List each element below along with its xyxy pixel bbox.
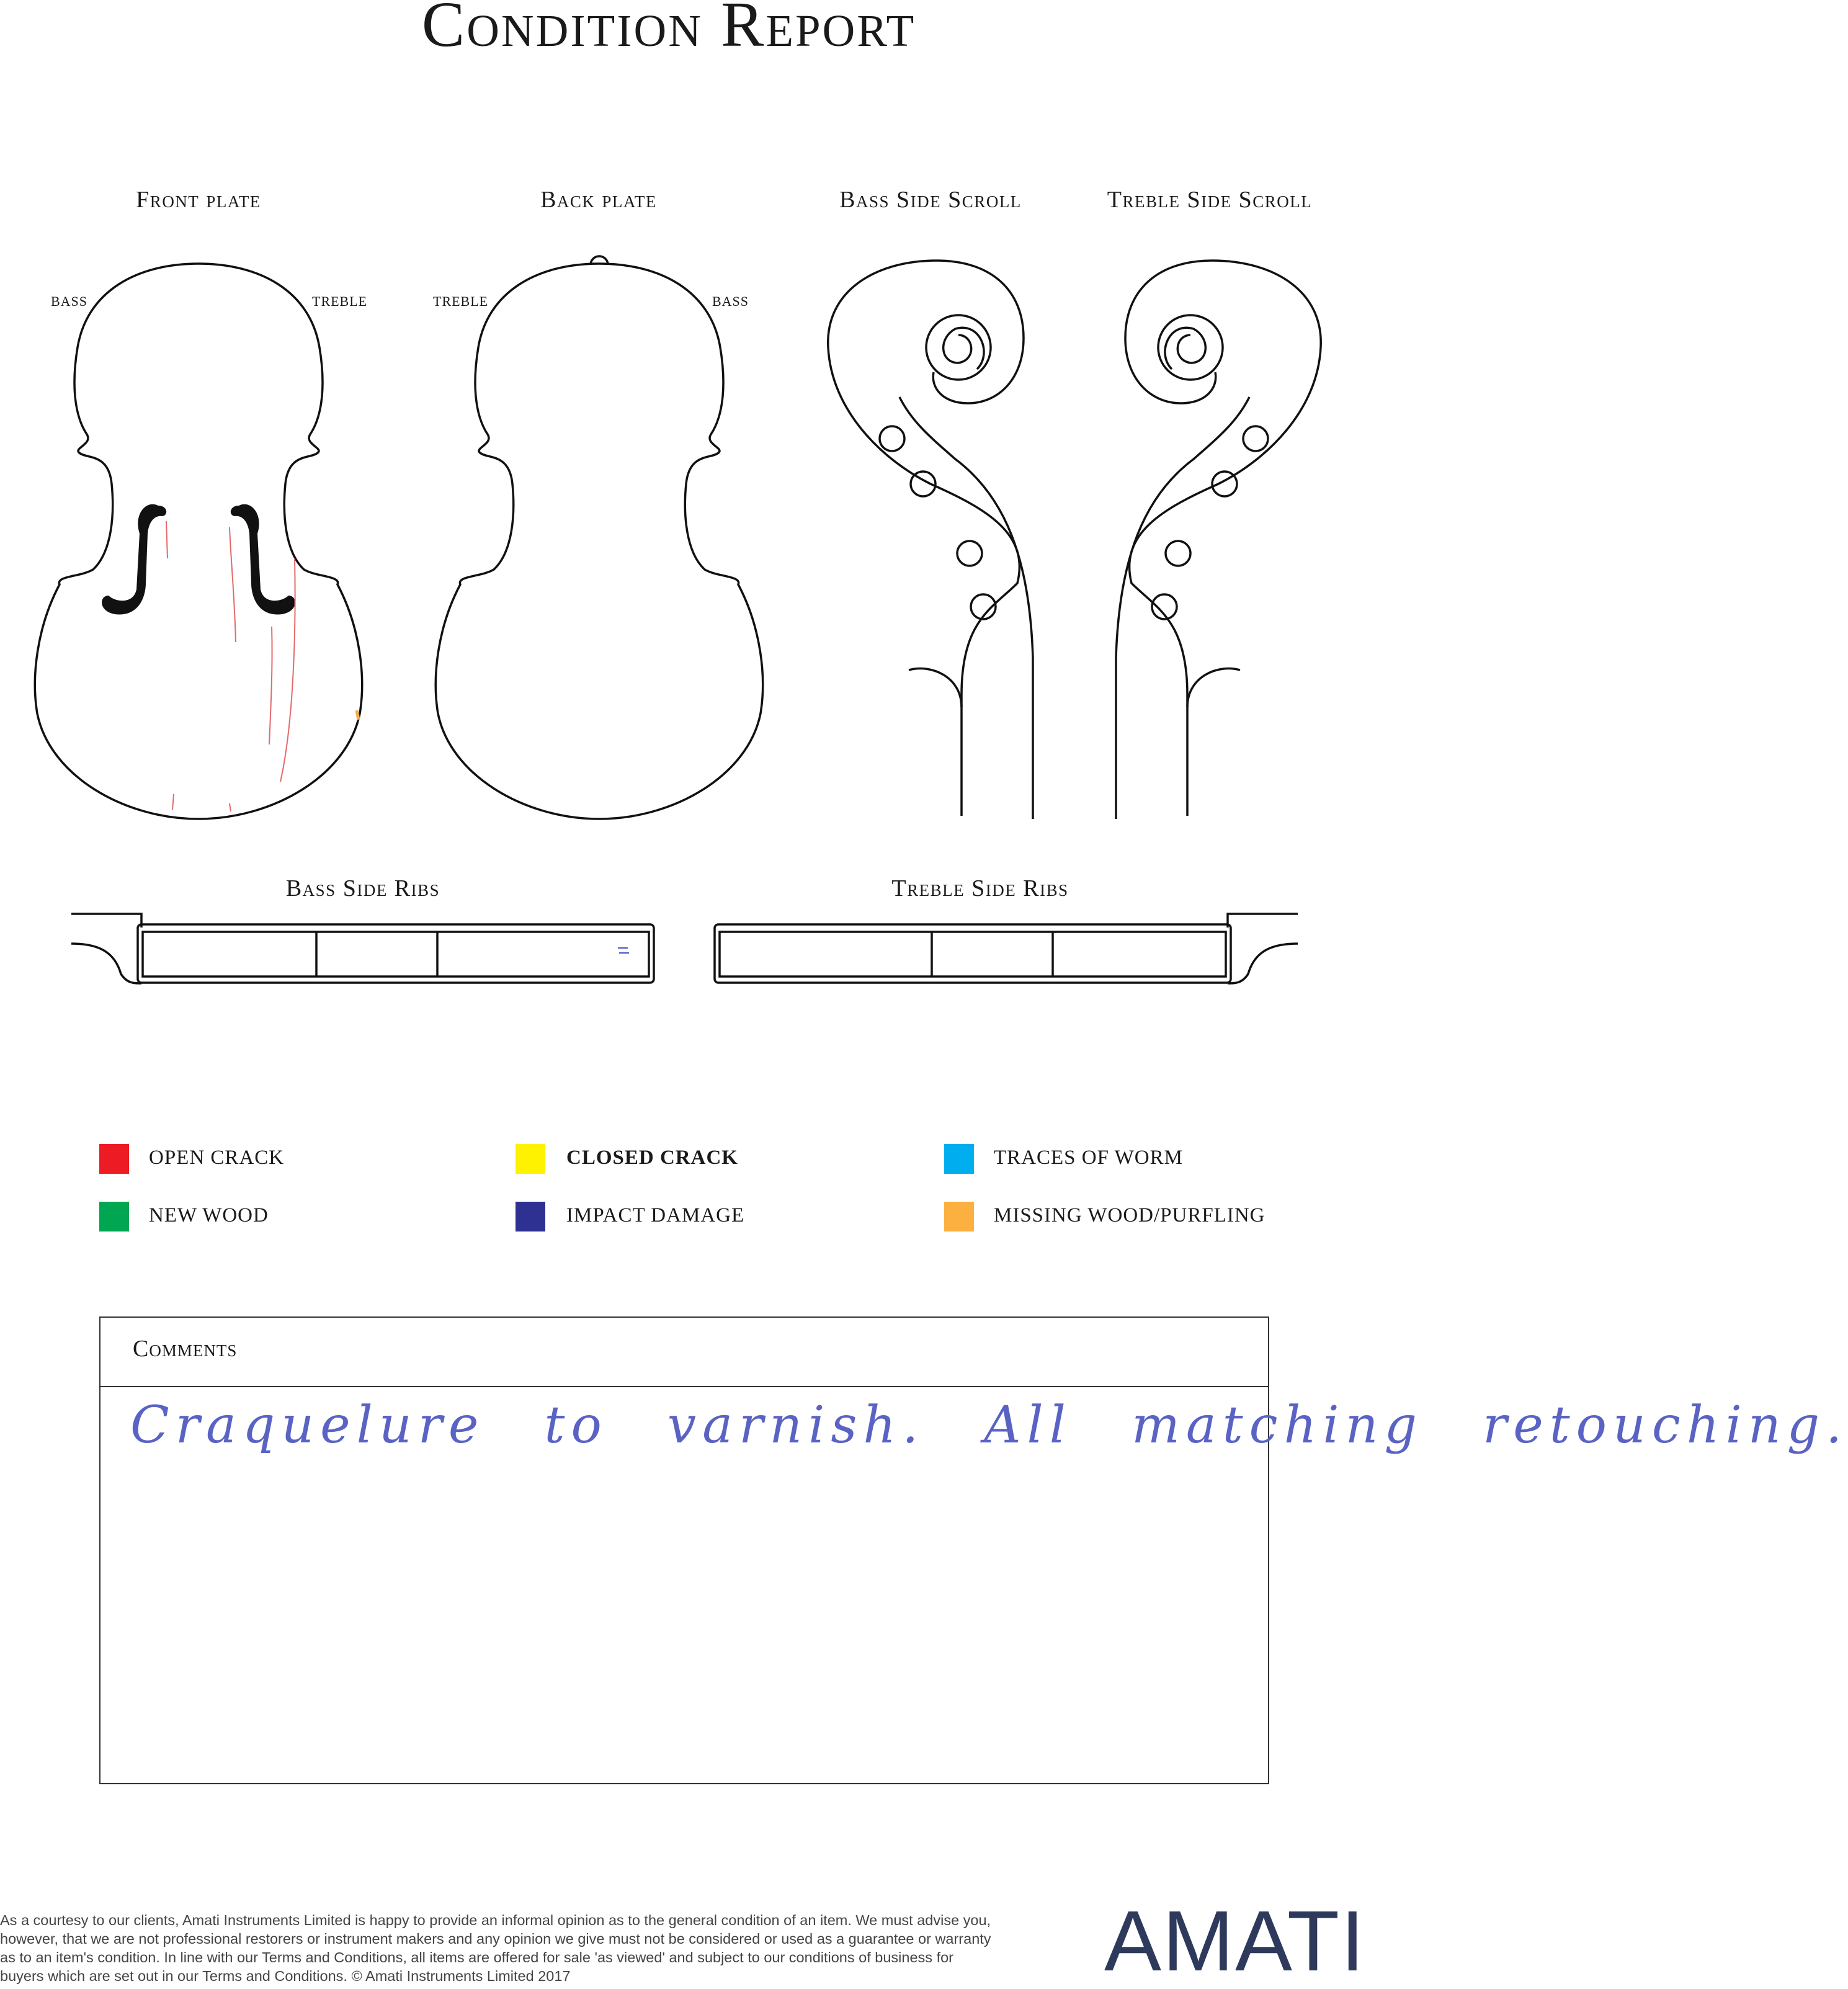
- back-plate-outline: [435, 264, 762, 819]
- front-plate-label: Front plate: [136, 187, 261, 213]
- bass-scroll-neck: [899, 397, 1033, 819]
- bass-side-scroll-label: Bass Side Scroll: [839, 187, 1022, 213]
- disclaimer-text: As a courtesy to our clients, Amati Instruments Limited is happy to provide an informal opinion as to the general condition of an item. We must advise you, however, that we are not professional restorers or instrument makers and any opinion we give must not be considered or used as a guarantee or warranty as to an item's condition. In line with our Terms and Conditions, all items are offered for sale 'as viewed' and subject to our conditions of business for buyers which are set out in our Terms and Conditions. © Amati Instruments Limited 2017: [0, 1912, 991, 1984]
- legend-swatch-impact-damage: [516, 1202, 545, 1231]
- comments-handwritten-text: Craquelure to varnish. All matching retouching.: [130, 1396, 1848, 1455]
- crack-mark: [280, 558, 295, 782]
- bass-peg-hole: [957, 541, 982, 566]
- legend-swatch-traces-of-worm: [944, 1144, 974, 1174]
- crack-mark: [269, 627, 272, 744]
- page-title: Condition Report: [421, 0, 916, 60]
- crack-mark: [230, 803, 231, 811]
- instrument-diagrams: [0, 0, 1337, 1005]
- bass-side-ribs-drawing: [71, 914, 654, 983]
- treble-side-ribs-drawing: [715, 914, 1298, 983]
- treble-peg-hole: [1166, 541, 1190, 566]
- treble-side-ribs-label: Treble Side Ribs: [891, 875, 1069, 901]
- legend-swatch-new-wood: [99, 1202, 129, 1231]
- bass-peg-hole: [880, 426, 904, 451]
- bass-side-ribs-label: Bass Side Ribs: [285, 875, 440, 901]
- legend-label-traces-of-worm: TRACES OF WORM: [994, 1146, 1183, 1169]
- back-plate-label: Back plate: [540, 187, 657, 213]
- impact-mark: [618, 948, 629, 953]
- treble-scroll-eye-outer: [1158, 315, 1223, 380]
- legend-swatch-closed-crack: [516, 1144, 545, 1174]
- comments-header: Comments: [100, 1318, 1268, 1387]
- comments-box: [99, 1316, 1269, 1784]
- bass-scroll-eye-spiral: [944, 328, 984, 369]
- missing-wood-mark: [357, 710, 359, 720]
- bass-scroll-eye-outer: [926, 315, 991, 380]
- treble-peg-hole: [1243, 426, 1268, 451]
- crack-mark: [172, 794, 174, 810]
- treble-scroll-eye-spiral: [1165, 328, 1205, 369]
- crack-mark: [166, 521, 167, 558]
- treble-side-scroll-label: Treble Side Scroll: [1107, 187, 1313, 213]
- front-treble-label: TREBLE: [312, 293, 368, 309]
- crack-mark: [230, 527, 236, 642]
- front-bass-label: BASS: [51, 293, 88, 309]
- legend-label-new-wood: NEW WOOD: [149, 1204, 269, 1227]
- legend-swatch-missing-wood: [944, 1202, 974, 1231]
- legend-label-closed-crack: CLOSED CRACK: [566, 1146, 738, 1169]
- treble-scroll-neck: [1116, 397, 1249, 819]
- legend-label-impact-damage: IMPACT DAMAGE: [566, 1204, 745, 1227]
- front-plate-outline: [35, 264, 362, 819]
- legend-label-missing-wood: MISSING WOOD/PURFLING: [994, 1204, 1265, 1227]
- back-treble-label: TREBLE: [433, 293, 489, 309]
- legend-swatch-open-crack: [99, 1144, 129, 1174]
- back-bass-label: BASS: [712, 293, 749, 309]
- legend-label-open-crack: OPEN CRACK: [149, 1146, 285, 1169]
- brand-logo: AMATI: [1104, 1893, 1366, 1989]
